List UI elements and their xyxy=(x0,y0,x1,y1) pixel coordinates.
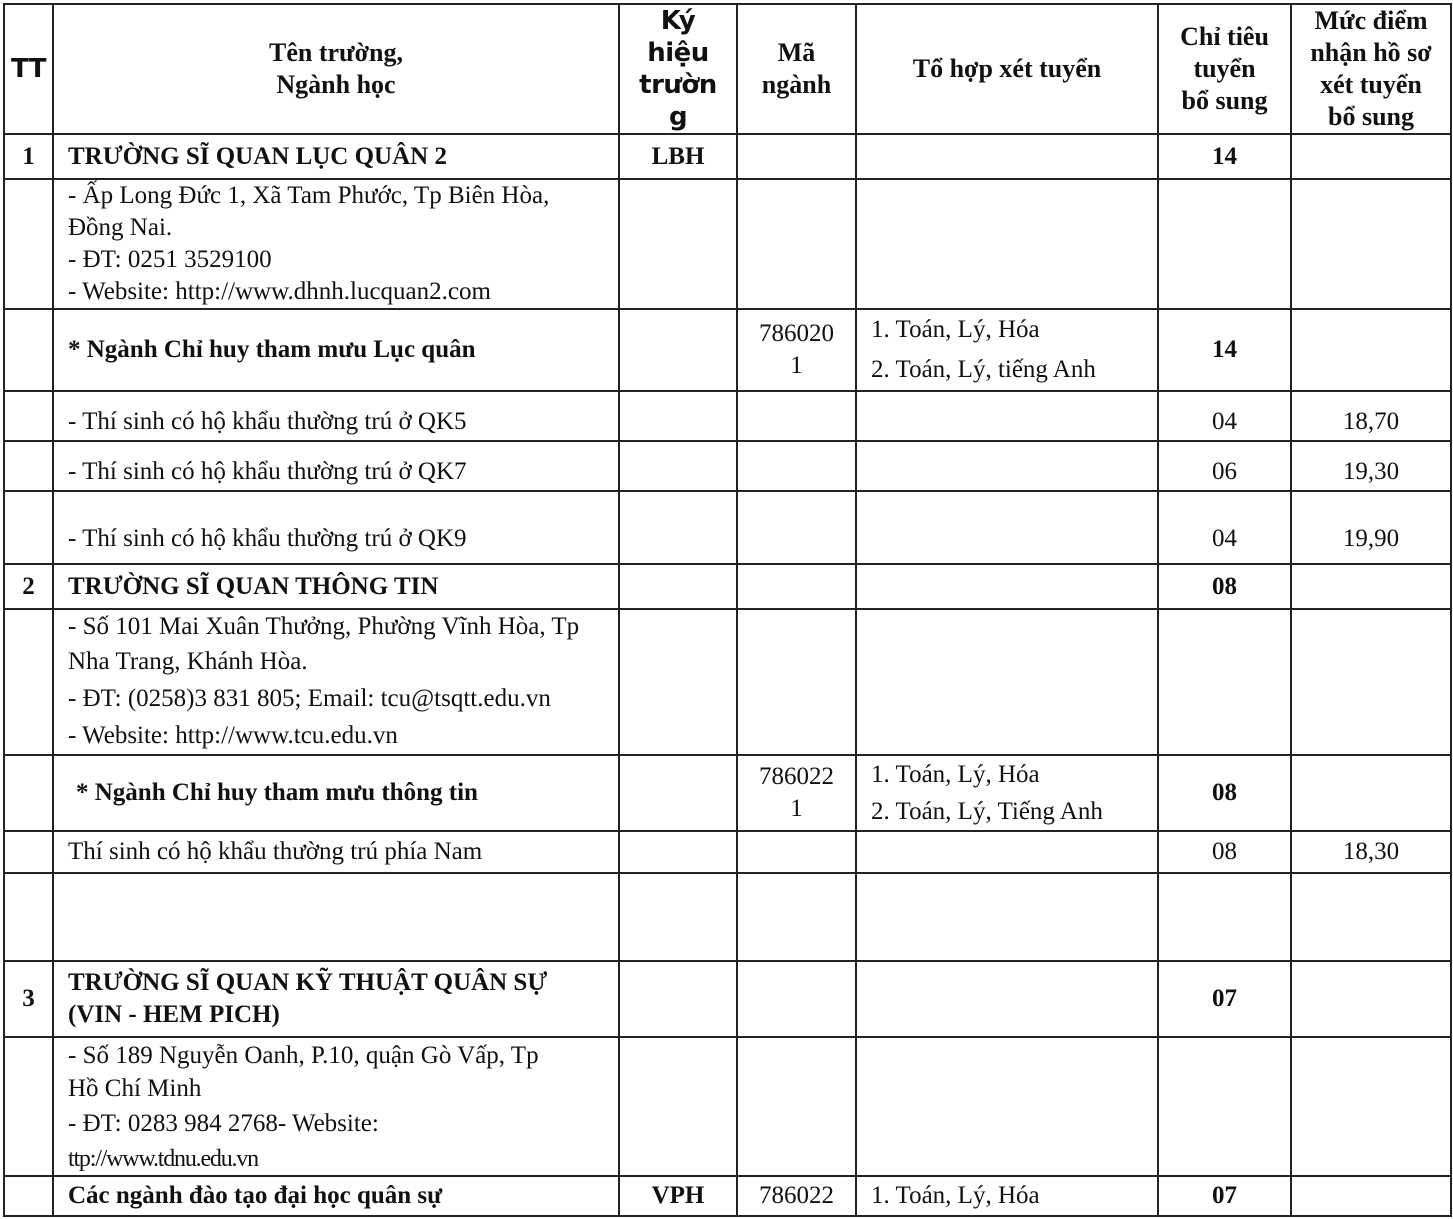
major-code-cell xyxy=(737,491,856,564)
tt-cell xyxy=(4,441,53,491)
tt-cell xyxy=(4,1037,53,1176)
school-quota: 08 xyxy=(1158,564,1291,609)
tt-cell xyxy=(4,1176,53,1216)
sub-row-score: 18,30 xyxy=(1291,831,1451,873)
school-code xyxy=(619,961,737,1037)
school-code-cell xyxy=(619,831,737,873)
major-quota: 07 xyxy=(1158,1176,1291,1216)
quota-cell xyxy=(1158,1037,1291,1176)
combination-cell xyxy=(856,831,1158,873)
combination-cell xyxy=(856,179,1158,309)
combination-cell xyxy=(856,391,1158,441)
school-number: 2 xyxy=(4,564,53,609)
school-number: 1 xyxy=(4,134,53,179)
major-code-cell xyxy=(737,564,856,609)
tt-cell xyxy=(4,755,53,831)
major-quota: 08 xyxy=(1158,755,1291,831)
school-code-cell xyxy=(619,491,737,564)
score-cell xyxy=(1291,309,1451,391)
header-row xyxy=(4,4,1451,134)
tt-cell xyxy=(4,179,53,309)
major-code: 786022 1 xyxy=(737,755,856,831)
tt-cell xyxy=(4,831,53,873)
major-row xyxy=(4,1176,1451,1216)
major-combination: 1. Toán, Lý, Hóa xyxy=(856,1176,1158,1216)
major-name: * Ngành Chỉ huy tham mưu Lục quân xyxy=(53,309,619,391)
score-cell xyxy=(1291,1176,1451,1216)
school-quota: 07 xyxy=(1158,961,1291,1037)
school-number: 3 xyxy=(4,961,53,1037)
header-score: Mức điểm nhận hồ sơ xét tuyển bổ sung xyxy=(1291,4,1451,134)
tt-cell xyxy=(4,491,53,564)
major-row xyxy=(4,755,1451,831)
major-combinations: 1. Toán, Lý, Hóa 2. Toán, Lý, tiếng Anh xyxy=(856,309,1158,391)
header-tt: TT xyxy=(4,4,53,134)
combination-cell xyxy=(856,961,1158,1037)
quota-cell xyxy=(1158,609,1291,755)
combination-cell xyxy=(856,609,1158,755)
empty-cell xyxy=(856,873,1158,961)
sub-row-label: - Thí sinh có hộ khẩu thường trú ở QK7 xyxy=(53,441,619,491)
header-school-code: Ký hiệu trườn g xyxy=(619,4,737,134)
school-code-cell xyxy=(619,609,737,755)
school-row xyxy=(4,564,1451,609)
major-code-cell xyxy=(737,179,856,309)
school-name: TRƯỜNG SĨ QUAN LỤC QUÂN 2 xyxy=(53,134,619,179)
tt-cell xyxy=(4,309,53,391)
score-cell xyxy=(1291,134,1451,179)
sub-row-score: 18,70 xyxy=(1291,391,1451,441)
score-cell xyxy=(1291,1037,1451,1176)
major-code-cell xyxy=(737,134,856,179)
admissions-table xyxy=(3,3,1452,1217)
quota-cell xyxy=(1158,179,1291,309)
combination-cell xyxy=(856,134,1158,179)
school-name: TRƯỜNG SĨ QUAN THÔNG TIN xyxy=(53,564,619,609)
school-info-row xyxy=(4,179,1451,309)
score-cell xyxy=(1291,755,1451,831)
empty-cell xyxy=(619,873,737,961)
school-code-cell xyxy=(619,441,737,491)
combination-cell xyxy=(856,491,1158,564)
major-code-cell xyxy=(737,391,856,441)
major-code: 786020 1 xyxy=(737,309,856,391)
school-code-cell xyxy=(619,755,737,831)
major-quota: 14 xyxy=(1158,309,1291,391)
major-code-cell xyxy=(737,1037,856,1176)
school-code xyxy=(619,564,737,609)
score-cell xyxy=(1291,564,1451,609)
tt-cell xyxy=(4,609,53,755)
major-code-cell xyxy=(737,441,856,491)
major-name: Các ngành đào tạo đại học quân sự xyxy=(53,1176,619,1216)
school-info-row xyxy=(4,609,1451,755)
school-code-cell xyxy=(619,309,737,391)
school-code-cell xyxy=(619,1037,737,1176)
sub-row xyxy=(4,491,1451,564)
sub-row xyxy=(4,391,1451,441)
school-quota: 14 xyxy=(1158,134,1291,179)
empty-cell xyxy=(1291,873,1451,961)
score-cell xyxy=(1291,609,1451,755)
sub-row-quota: 06 xyxy=(1158,441,1291,491)
sub-row-score: 19,90 xyxy=(1291,491,1451,564)
major-code: 786022 xyxy=(737,1176,856,1216)
combination-cell xyxy=(856,564,1158,609)
major-code-cell xyxy=(737,961,856,1037)
major-code-cell xyxy=(737,609,856,755)
sub-row xyxy=(4,831,1451,873)
major-row xyxy=(4,309,1451,391)
sub-row-score: 19,30 xyxy=(1291,441,1451,491)
sub-row-quota: 04 xyxy=(1158,491,1291,564)
combination-cell xyxy=(856,1037,1158,1176)
school-name: TRƯỜNG SĨ QUAN KỸ THUẬT QUÂN SỰ (VIN - HEM PICH) xyxy=(53,961,619,1037)
empty-cell xyxy=(737,873,856,961)
major-school-code: VPH xyxy=(619,1176,737,1216)
header-combination: Tổ hợp xét tuyển xyxy=(856,4,1158,134)
school-code-cell xyxy=(619,391,737,441)
sub-row-quota: 08 xyxy=(1158,831,1291,873)
header-major-code: Mã ngành xyxy=(737,4,856,134)
school-info: - Số 189 Nguyễn Oanh, P.10, quận Gò Vấp, Tp Hồ Chí Minh - ĐT: 0283 984 2768- Website: ttp://www.tdnu.edu.vn xyxy=(53,1037,619,1176)
sub-row xyxy=(4,441,1451,491)
tt-cell xyxy=(4,391,53,441)
empty-cell xyxy=(4,873,53,961)
school-code: LBH xyxy=(619,134,737,179)
major-combinations: 1. Toán, Lý, Hóa 2. Toán, Lý, Tiếng Anh xyxy=(856,755,1158,831)
header-school-name: Tên trường, Ngành học xyxy=(53,4,619,134)
empty-cell xyxy=(53,873,619,961)
sub-row-quota: 04 xyxy=(1158,391,1291,441)
school-row xyxy=(4,134,1451,179)
school-row xyxy=(4,961,1451,1037)
major-code-cell xyxy=(737,831,856,873)
school-info: - Ấp Long Đức 1, Xã Tam Phước, Tp Biên Hòa, Đồng Nai. - ĐT: 0251 3529100 - Website: http://www.dhnh.lucquan2.com xyxy=(53,179,619,309)
combination-cell xyxy=(856,441,1158,491)
empty-row xyxy=(4,873,1451,961)
school-info: - Số 101 Mai Xuân Thưởng, Phường Vĩnh Hòa, Tp Nha Trang, Khánh Hòa. - ĐT: (0258)3 831 805; Email: tcu@tsqtt.edu.vn - Website: http://www.tcu.edu.vn xyxy=(53,609,619,755)
major-name: * Ngành Chỉ huy tham mưu thông tin xyxy=(53,755,619,831)
sub-row-label: Thí sinh có hộ khẩu thường trú phía Nam xyxy=(53,831,619,873)
sub-row-label: - Thí sinh có hộ khẩu thường trú ở QK5 xyxy=(53,391,619,441)
school-code-cell xyxy=(619,179,737,309)
header-quota: Chỉ tiêu tuyển bổ sung xyxy=(1158,4,1291,134)
empty-cell xyxy=(1158,873,1291,961)
sub-row-label: - Thí sinh có hộ khẩu thường trú ở QK9 xyxy=(53,491,619,564)
school-info-row xyxy=(4,1037,1451,1176)
score-cell xyxy=(1291,961,1451,1037)
score-cell xyxy=(1291,179,1451,309)
